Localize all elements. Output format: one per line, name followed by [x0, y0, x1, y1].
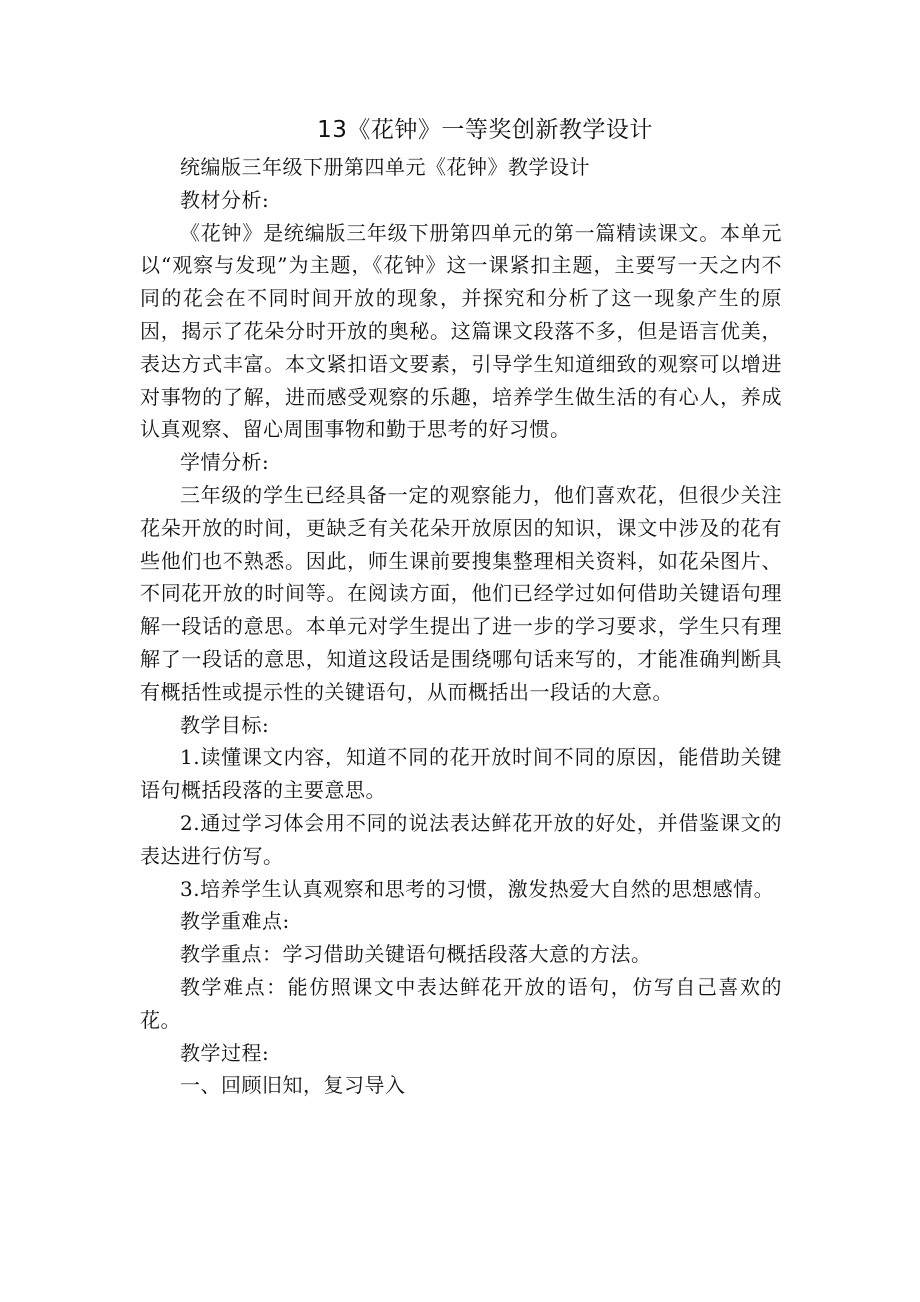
document-title: 13《花钟》一等奖创新教学设计	[317, 117, 653, 143]
difficult-point: 教学难点：能仿照课文中表达鲜花开放的语句，仿写自己喜欢的花。	[140, 974, 782, 1032]
teaching-goals-heading: 教学目标:	[180, 712, 270, 737]
teaching-process-heading: 教学过程:	[180, 1040, 270, 1065]
student-analysis-heading: 学情分析:	[180, 450, 270, 475]
teaching-goal-1: 1.读懂课文内容，知道不同的花开放时间不同的原因，能借助关键语句概括段落的主要意思。	[140, 745, 782, 803]
material-analysis-heading: 教材分析:	[180, 187, 270, 212]
key-point: 教学重点：学习借助关键语句概括段落大意的方法。	[180, 942, 652, 967]
material-analysis-paragraph: 《花钟》是统编版三年级下册第四单元的第一篇精读课文。本单元以“观察与发现”为主题，《花钟》这一课紧扣主题，主要写一天之内不同的花会在不同时间开放的现象，并探究和分析了这一现象产生的原因，揭示了花朵分时开放的奥秘。这篇课文段落不多，但是语言优美，表达方式丰富。本文紧扣语文要素，引导学生知道细致的观察可以增进对事物的了解，进而感受观察的乐趣，培养学生做生活的有心人，养成认真观察、留心周围事物和勤于思考的好习惯。	[140, 220, 782, 442]
student-analysis-paragraph: 三年级的学生已经具备一定的观察能力，他们喜欢花，但很少关注花朵开放的时间，更缺乏有关花朵开放原因的知识，课文中涉及的花有些他们也不熟悉。因此，师生课前要搜集整理相关资料，如花朵图片、不同花开放的时间等。在阅读方面，他们已经学过如何借助关键语句理解一段话的意思。本单元对学生提出了进一步的学习要求，学生只有理解了一段话的意思，知道这段话是围绕哪句话来写的，才能准确判断具有概括性或提示性的关键语句，从而概括出一段话的大意。	[140, 482, 782, 704]
process-step-1: 一、回顾旧知，复习导入	[180, 1073, 406, 1098]
key-difficult-points-heading: 教学重难点:	[180, 909, 290, 934]
document-body	[140, 151, 782, 1102]
subtitle: 统编版三年级下册第四单元《花钟》教学设计	[180, 155, 590, 179]
teaching-goal-3: 3.培养学生认真观察和思考的习惯，激发热爱大自然的思想感情。	[180, 876, 775, 901]
teaching-goal-2: 2.通过学习体会用不同的说法表达鲜花开放的好处，并借鉴课文的表达进行仿写。	[140, 810, 782, 868]
